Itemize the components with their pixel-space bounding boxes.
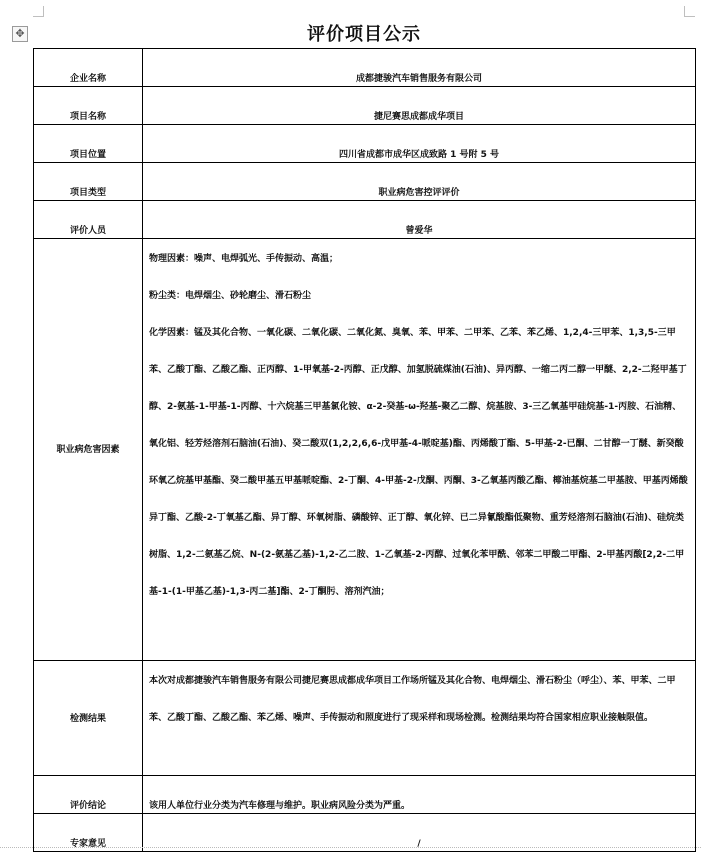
detection-results-cell — [143, 661, 696, 776]
page-title: 评价项目公示 — [307, 24, 421, 45]
table-row — [34, 49, 696, 87]
physical-factors-text: 物理因素：噪声、电焊弧光、手传振动、高温； — [149, 254, 339, 264]
project-location-value: 四川省成都市成华区成致路 1 号附 5 号 — [143, 125, 696, 163]
project-name-label: 项目名称 — [34, 87, 143, 125]
table-row — [34, 661, 696, 776]
table-row — [34, 239, 696, 661]
expert-opinion-value: / — [143, 814, 696, 852]
page-bottom-divider — [0, 847, 701, 848]
table-row — [34, 163, 696, 201]
page-corner-mark-right — [684, 6, 695, 17]
table-row — [34, 87, 696, 125]
project-name-value: 捷尼赛思成都成华项目 — [143, 87, 696, 125]
project-type-label: 项目类型 — [34, 163, 143, 201]
chemical-factors-text: 化学因素：锰及其化合物、一氧化碳、二氧化碳、二氧化氮、臭氧、苯、甲苯、二甲苯、乙苯、苯乙烯、1,2,4-三甲苯、1,3,5-三甲苯、乙酸丁酯、乙酸乙酯、正丙醇、1-甲氧基-2-丙醇、正戊醇、加氢脱硫煤油(石油)、异丙醇、一缩二丙二醇一甲醚、2,2-二羟甲基丁醇、2-氨基-1-甲基-1-丙醇、十六烷基三甲基氯化铵、α-2-癸基-ω-羟基-聚乙二醇、烷基胺、3-三乙氧基甲硅烷基-1-丙胺、石油精、氧化铝、轻芳烃溶剂石脑油(石油)、癸二酸双(1,2,2,6,6-戊甲基-4-哌啶基)酯、丙烯酸丁酯、5-甲基-2-已酮、二甘醇一丁醚、新癸酸环氧乙烷基甲基酯、癸二酸甲基五甲基哌啶酯、2-丁酮、4-甲基-2-戊酮、丙酮、3-乙氧基丙酸乙酯、椰油基烷基二甲基胺、甲基丙烯酸异丁酯、乙酸-2-丁氧基乙酯、异丁醇、环氧树脂、磷酸锌、正丁醇、氧化锌、已二异氰酸酯低聚物、重芳烃溶剂石脑油(石油)、硅烷类树脂、1,2-二氨基乙烷、N-(2-氨基乙基)-1,2-乙二胺、1-乙氧基-2-丙醇、过氧化苯甲酰、邻苯二甲酸二甲酯、2-甲基丙酸[2,2-二甲基-1-(1-甲基乙基)-1,3-丙二基]酯、2-丁酮肟、溶剂汽油； — [149, 328, 688, 597]
move-icon[interactable]: ✥ — [12, 26, 28, 42]
project-location-label: 项目位置 — [34, 125, 143, 163]
table-row — [34, 776, 696, 814]
detection-results-label: 检测结果 — [34, 661, 143, 776]
conclusion-cell — [143, 776, 696, 814]
page-corner-mark-left — [33, 6, 44, 17]
evaluator-label: 评价人员 — [34, 201, 143, 239]
hazard-factors-label: 职业病危害因素 — [34, 239, 143, 661]
dust-factors-text: 粉尘类：电焊烟尘、砂轮磨尘、滑石粉尘 — [149, 291, 312, 301]
company-name-value: 成都捷骏汽车销售服务有限公司 — [143, 49, 696, 87]
table-row — [34, 814, 696, 852]
conclusion-label: 评价结论 — [34, 776, 143, 814]
detection-results-text: 本次对成都捷骏汽车销售服务有限公司捷尼赛思成都成华项目工作场所锰及其化合物、电焊烟尘、滑石粉尘（呼尘）、苯、甲苯、二甲苯、乙酸丁酯、乙酸乙酯、苯乙烯、噪声、手传振动和照度进行了现采样和现场检测。检测结果均符合国家相应职业接触限值。 — [149, 676, 676, 723]
expert-opinion-label: 专家意见 — [34, 814, 143, 852]
project-type-value: 职业病危害控评评价 — [143, 163, 696, 201]
hazard-factors-cell — [143, 239, 696, 661]
disclosure-table — [33, 48, 696, 852]
table-row — [34, 125, 696, 163]
table-row — [34, 201, 696, 239]
conclusion-text: 该用人单位行业分类为汽车修理与维护。职业病风险分类为严重。 — [149, 801, 411, 811]
company-name-label: 企业名称 — [34, 49, 143, 87]
evaluator-value: 曾爱华 — [143, 201, 696, 239]
